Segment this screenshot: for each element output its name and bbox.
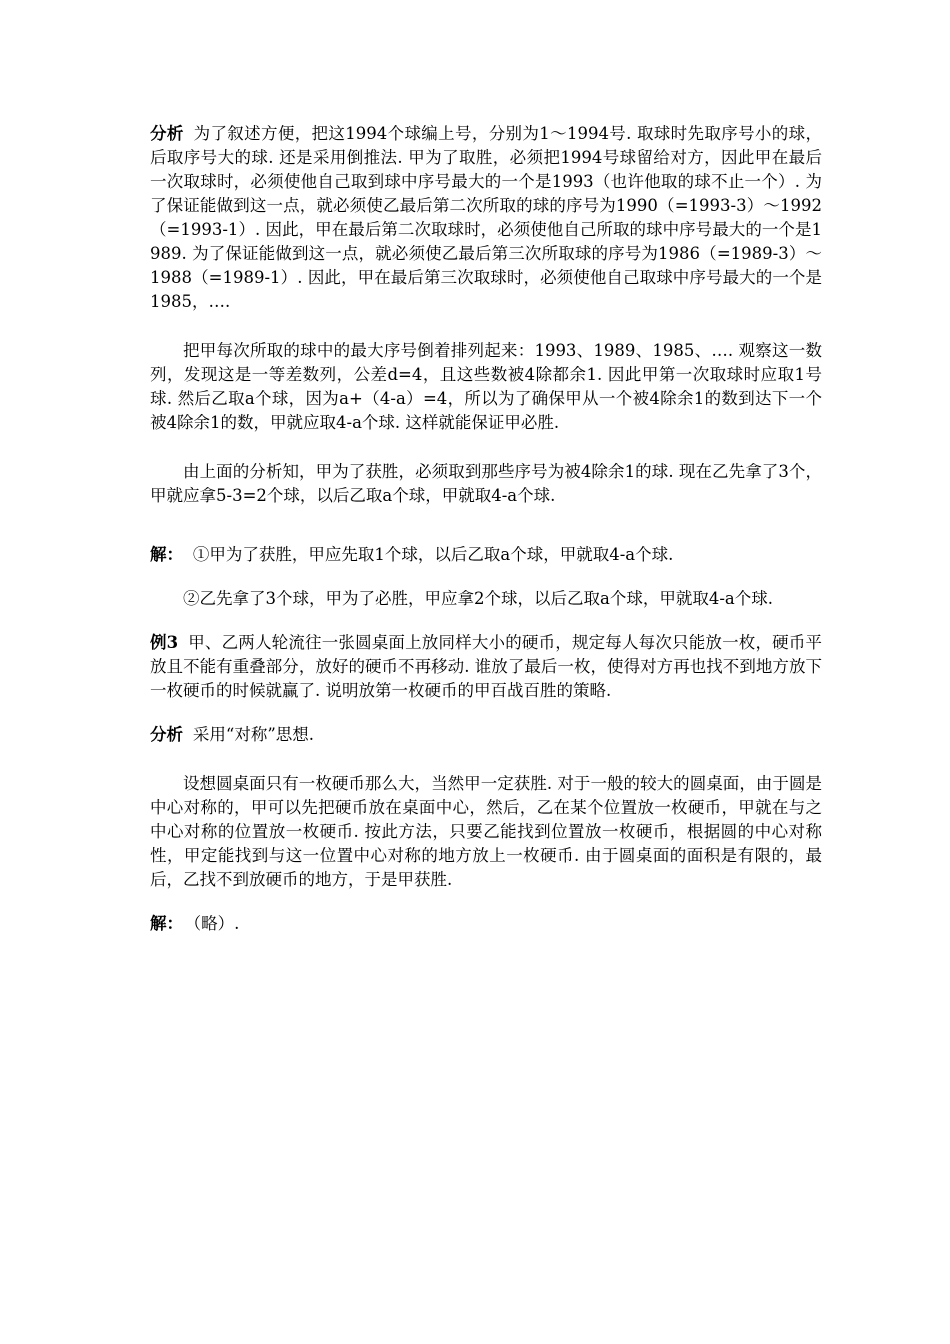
conclusion-paragraph: 由上面的分析知，甲为了获胜，必须取到那些序号为被4除余1的球. 现在乙先拿了3个，甲就应拿5-3=2个球，以后乙取a个球，甲就取4-a个球.	[150, 462, 822, 505]
solution-paragraph-2: ②乙先拿了3个球，甲为了必胜，甲应拿2个球，以后乙取a个球，甲就取4-a个球.	[183, 589, 773, 608]
example-3-paragraph	[150, 631, 822, 703]
analysis-paragraph-2	[150, 723, 822, 747]
analysis-paragraph-1	[150, 122, 822, 314]
example-label: 例3	[150, 633, 179, 652]
solution-paragraph-1	[150, 543, 822, 567]
solution-text-3: （略）.	[192, 914, 240, 933]
analysis-text-2: 采用“对称”思想.	[192, 725, 315, 744]
example-text: 甲、乙两人轮流往一张圆桌面上放同样大小的硬币，规定每人每次只能放一枚，硬币平放且不能有重叠部分，放好的硬币不再移动. 谁放了最后一枚，使得对方再也找不到地方放下一枚硬币的时候就赢了. 说明放第一枚硬币的甲百战百胜的策略.	[150, 633, 823, 700]
analysis-label: 分析	[150, 124, 184, 143]
analysis-label-2: 分析	[150, 725, 183, 744]
sequence-paragraph: 把甲每次所取的球中的最大序号倒着排列起来：1993、1989、1985、…. 观察这一数列，发现这是一等差数列，公差d=4，且这些数被4除都余1. 因此甲第一次取球时应取1号球. 然后乙取a个球，因为a+（4-a）=4，所以为了确保甲从一个被4除余1的数到达下一个被4除余1的数，甲就应取4-a个球. 这样就能保证甲必胜.	[150, 341, 822, 432]
solution-label-2: 解：	[150, 914, 183, 933]
document-page	[150, 122, 822, 936]
solution-label: 解：	[150, 545, 183, 564]
analysis-text: 为了叙述方便，把这1994个球编上号，分别为1～1994号. 取球时先取序号小的球，后取序号大的球. 还是采用倒推法. 甲为了取胜，必须把1994号球留给对方，因此甲在最后一次取球时，必须使他自己取到球中序号最大的一个是1993（也许他取的球不止一个）. 为了保证能做到这一点，就必须使乙最后第二次所取的球的序号为1990（=1993-3）～1992（=1993-1）. 因此，甲在最后第二次取球时，必须使他自己所取的球中序号最大的一个是1989. 为了保证能做到这一点，就必须使乙最后第三次所取球的序号为1986（=1989-3）～1988（=1989-1）. 因此，甲在最后第三次取球时，必须使他自己取球中序号最大的一个是1985，….	[150, 124, 822, 311]
symmetry-paragraph: 设想圆桌面只有一枚硬币那么大，当然甲一定获胜. 对于一般的较大的圆桌面，由于圆是中心对称的，甲可以先把硬币放在桌面中心，然后，乙在某个位置放一枚硬币，甲就在与之中心对称的位置放一枚硬币. 按此方法，只要乙能找到位置放一枚硬币，根据圆的中心对称性，甲定能找到与这一位置中心对称的地方放上一枚硬币. 由于圆桌面的面积是有限的，最后，乙找不到放硬币的地方，于是甲获胜.	[150, 774, 822, 889]
solution-text-1: ①甲为了获胜，甲应先取1个球，以后乙取a个球，甲就取4-a个球.	[192, 545, 674, 564]
solution-paragraph-3	[150, 912, 822, 936]
